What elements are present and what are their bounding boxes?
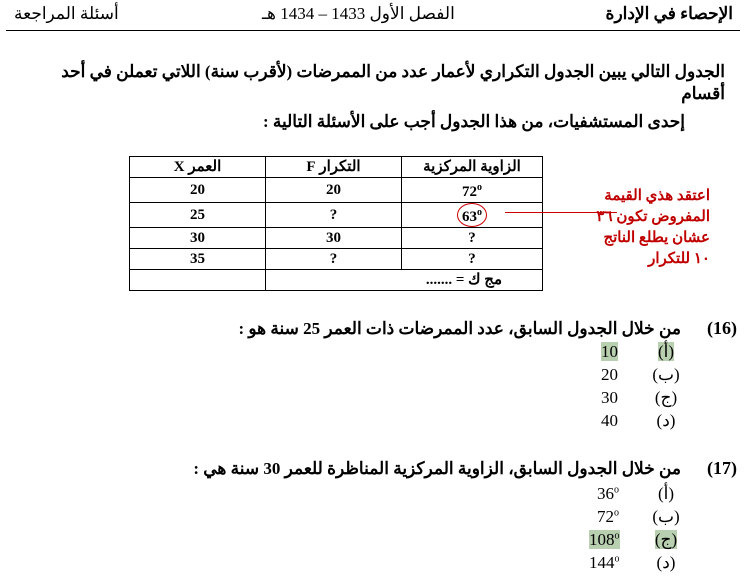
- angle-cell-circled: [402, 203, 543, 228]
- frequency-cell: 20: [266, 178, 402, 203]
- table-sum-row: [130, 270, 543, 291]
- q16-option-a-value: 10: [601, 342, 618, 361]
- red-circle-mark: 63$^o$: [457, 203, 487, 227]
- age-cell: 20: [130, 178, 266, 203]
- age-cell: 30: [130, 228, 266, 249]
- angle-cell: ?: [402, 228, 543, 249]
- header-frequency: التكرار F: [266, 157, 402, 178]
- frequency-cell: 30: [266, 228, 402, 249]
- question-16-text: من خلال الجدول السابق، عدد الممرضات ذات العمر 25 سنة هو :: [238, 319, 681, 338]
- frequency-cell: ?: [266, 249, 402, 270]
- annotation-line: عشان يطلع الناتج: [603, 230, 710, 246]
- q17-option-c-value: 108$^o$: [589, 530, 620, 549]
- intro-line-1b: أقسام: [681, 84, 725, 103]
- annotation-line: ١٠ للتكرار: [648, 251, 710, 267]
- annotation-note: [560, 186, 710, 270]
- empty-cell: [130, 270, 266, 291]
- header-divider: [6, 30, 740, 31]
- table-row: [130, 203, 543, 228]
- frequency-table: [129, 156, 543, 291]
- q16-option-a-letter[interactable]: (أ): [657, 342, 675, 361]
- annotation-line: المفروض تكون ٣٦: [596, 209, 710, 225]
- angle-cell: 72$^o$: [402, 178, 543, 203]
- q17-option-a-letter[interactable]: (أ): [657, 484, 675, 503]
- q16-option-b-letter[interactable]: (ب): [652, 365, 680, 384]
- intro-line-1: الجدول التالي يبين الجدول التكراري لأعمار عدد من الممرضات (لأقرب سنة) اللاتي تعملن في أحد: [61, 62, 725, 81]
- question-17-text: من خلال الجدول السابق، الزاوية المركزية المناظرة للعمر 30 سنة هي :: [193, 459, 681, 478]
- header-angle: الزاوية المركزية: [402, 157, 543, 178]
- course-title: الإحصاء في الإدارة: [605, 4, 733, 23]
- q16-option-d-letter[interactable]: (د): [656, 411, 676, 430]
- q17-option-a-value: 36$^o$: [597, 484, 619, 503]
- table-row: [130, 249, 543, 270]
- q17-option-c-letter[interactable]: (ج): [654, 530, 678, 549]
- table-row: [130, 178, 543, 203]
- q16-option-d-value: 40: [601, 411, 618, 430]
- semester-label: الفصل الأول 1433 – 1434 هـ: [262, 4, 455, 23]
- question-17-number: (17): [707, 458, 737, 478]
- table-row: [130, 228, 543, 249]
- q17-option-b-value: 72$^o$: [597, 507, 619, 526]
- intro-line-2: إحدى المستشفيات، من هذا الجدول أجب على الأسئلة التالية :: [262, 112, 685, 131]
- angle-cell: ?: [402, 249, 543, 270]
- annotation-line: اعتقد هذي القيمة: [604, 188, 710, 204]
- frequency-cell: ?: [266, 203, 402, 228]
- q16-option-c-letter[interactable]: (ج): [654, 388, 678, 407]
- q16-option-c-value: 30: [601, 388, 618, 407]
- question-16-number: (16): [707, 318, 737, 338]
- section-label: أسئلة المراجعة: [14, 4, 119, 23]
- age-cell: 35: [130, 249, 266, 270]
- q17-option-b-letter[interactable]: (ب): [652, 507, 680, 526]
- q17-option-d-letter[interactable]: (د): [656, 553, 676, 572]
- q16-option-b-value: 20: [601, 365, 618, 384]
- sum-cell: مج ك = .......: [266, 270, 543, 291]
- header-age: العمر X: [130, 157, 266, 178]
- age-cell: 25: [130, 203, 266, 228]
- table-header-row: [130, 157, 543, 178]
- q17-option-d-value: 144$^o$: [589, 553, 620, 572]
